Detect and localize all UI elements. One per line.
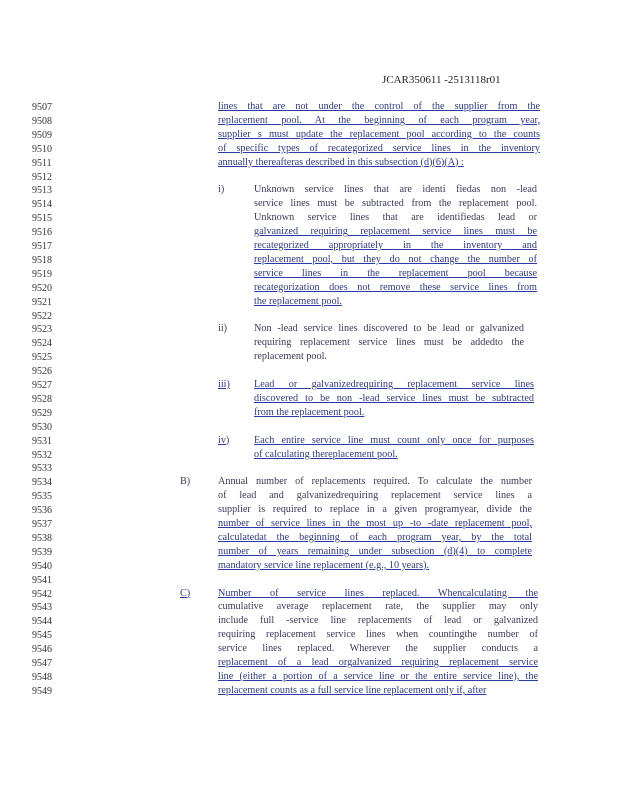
- line-number: 9520: [32, 282, 52, 294]
- line-number: 9526: [32, 366, 52, 378]
- text-line: Annual number of replacements required. To calculate the number: [218, 476, 532, 488]
- text-line: service lines in the replacement pool because: [254, 267, 537, 279]
- line-number: 9535: [32, 491, 52, 503]
- item-marker: B): [180, 476, 191, 488]
- text-line: include full -service line replacements of lead or galvanized: [218, 615, 538, 627]
- text-line: of lead and galvanizedrequiring replacement service lines a: [218, 490, 532, 502]
- text-line: recategorization does not remove these service lines from: [254, 281, 537, 293]
- line-number: 9528: [32, 393, 52, 405]
- line-number: 9525: [32, 352, 52, 364]
- text-line: service lines replaced. Wherever the supplier conducts a: [218, 643, 538, 655]
- line-number: 9509: [32, 129, 52, 141]
- line-number: 9547: [32, 658, 52, 669]
- line-number: 9540: [32, 560, 52, 572]
- text-line: service lines must be subtracted from the replacement pool.: [254, 198, 537, 210]
- text-line: galvanized requiring replacement service lines must be: [254, 226, 537, 238]
- line-number: 9524: [32, 338, 52, 350]
- line-number: 9548: [32, 671, 52, 683]
- line-number: 9544: [32, 616, 52, 628]
- line-number: 9531: [32, 435, 52, 447]
- text-line: replacement pool, but they do not change the number of: [254, 253, 537, 265]
- text-line: replacement pool. At the beginning of each program year,: [218, 114, 540, 126]
- text-line: Unknown service lines that are identi fiedas non -lead: [254, 184, 537, 196]
- text-line: Non -lead service lines discovered to be lead or galvanized: [254, 323, 524, 335]
- line-number: 9527: [32, 380, 52, 391]
- line-number: 9546: [32, 644, 52, 656]
- text-line: Unknown service lines that are identifiedas lead or: [254, 212, 537, 224]
- text-line: requiring replacement service lines must be addedto the: [254, 337, 524, 349]
- text-line: of calculating thereplacement pool.: [254, 448, 398, 460]
- text-line: from the replacement pool.: [254, 406, 365, 418]
- item-marker: i): [218, 184, 225, 196]
- document-header: JCAR350611 -2513118r01: [382, 74, 501, 86]
- text-line: supplier is required to replace in a given programyear, divide the: [218, 504, 532, 516]
- line-number: 9511: [32, 157, 52, 169]
- text-line: replacement of a lead orgalvanized requiring replacement service: [218, 657, 538, 668]
- line-number: 9513: [32, 185, 52, 197]
- text-line: calculatedat the beginning of each program year, by the total: [218, 531, 532, 543]
- item-marker: ii): [218, 323, 228, 335]
- text-line: discovered to be non -lead service lines must be subtracted: [254, 392, 534, 404]
- line-number: 9512: [32, 171, 52, 183]
- line-number: 9545: [32, 630, 52, 642]
- line-number: 9542: [32, 588, 52, 600]
- line-number: 9530: [32, 421, 52, 433]
- line-number: 9514: [32, 199, 52, 211]
- text-line: replacement counts as a full service line replacement only if, after: [218, 684, 487, 696]
- text-line: number of years remaining under subsection (d)(4) to complete: [218, 545, 532, 557]
- text-line: lines that are not under the control of the supplier from the: [218, 101, 540, 112]
- text-line: line (either a portion of a service line or the entire service line), the: [218, 670, 538, 682]
- text-line: of specific types of recategorized service lines in the inventory: [218, 142, 540, 154]
- text-line: cumulative average replacement rate, the supplier may only: [218, 601, 538, 613]
- text-line: number of service lines in the most up -to -date replacement pool,: [218, 518, 532, 529]
- line-number: 9529: [32, 407, 52, 419]
- text-line: replacement pool.: [254, 351, 327, 363]
- line-number: 9537: [32, 519, 52, 530]
- line-number: 9515: [32, 213, 52, 225]
- line-number: 9523: [32, 324, 52, 336]
- line-number: 9536: [32, 505, 52, 517]
- line-number: 9533: [32, 463, 52, 475]
- line-number: 9519: [32, 268, 52, 280]
- line-number: 9532: [32, 449, 52, 461]
- text-line: supplier s must update the replacement pool according to the counts: [218, 128, 540, 140]
- line-number: 9539: [32, 546, 52, 558]
- text-line: requiring replacement service lines when countingthe number of: [218, 629, 538, 641]
- line-number: 9538: [32, 532, 52, 544]
- line-number: 9507: [32, 102, 52, 113]
- text-line: Number of service lines replaced. Whencalculating the: [218, 587, 538, 599]
- item-marker: iv): [218, 434, 230, 446]
- text-line: mandatory service line replacement (e.g., 10 years).: [218, 559, 430, 571]
- item-marker: C): [180, 587, 191, 599]
- line-number: 9522: [32, 310, 52, 322]
- line-number: 9510: [32, 143, 52, 155]
- line-number: 9518: [32, 254, 52, 266]
- line-number: 9534: [32, 477, 52, 489]
- line-number: 9521: [32, 296, 52, 308]
- item-marker: iii): [218, 379, 230, 390]
- line-number: 9543: [32, 602, 52, 614]
- line-number: 9541: [32, 574, 52, 586]
- text-line: the replacement pool.: [254, 295, 342, 307]
- text-line: recategorized appropriately in the inventory and: [254, 240, 537, 251]
- text-line: annually thereafteras described in this subsection (d)(6)(A) :: [218, 156, 464, 168]
- line-number: 9516: [32, 227, 52, 239]
- text-line: Lead or galvanizedrequiring replacement service lines: [254, 379, 534, 390]
- line-number: 9549: [32, 685, 52, 697]
- text-line: Each entire service line must count only once for purposes: [254, 434, 534, 446]
- line-number: 9517: [32, 241, 52, 252]
- line-number: 9508: [32, 115, 52, 127]
